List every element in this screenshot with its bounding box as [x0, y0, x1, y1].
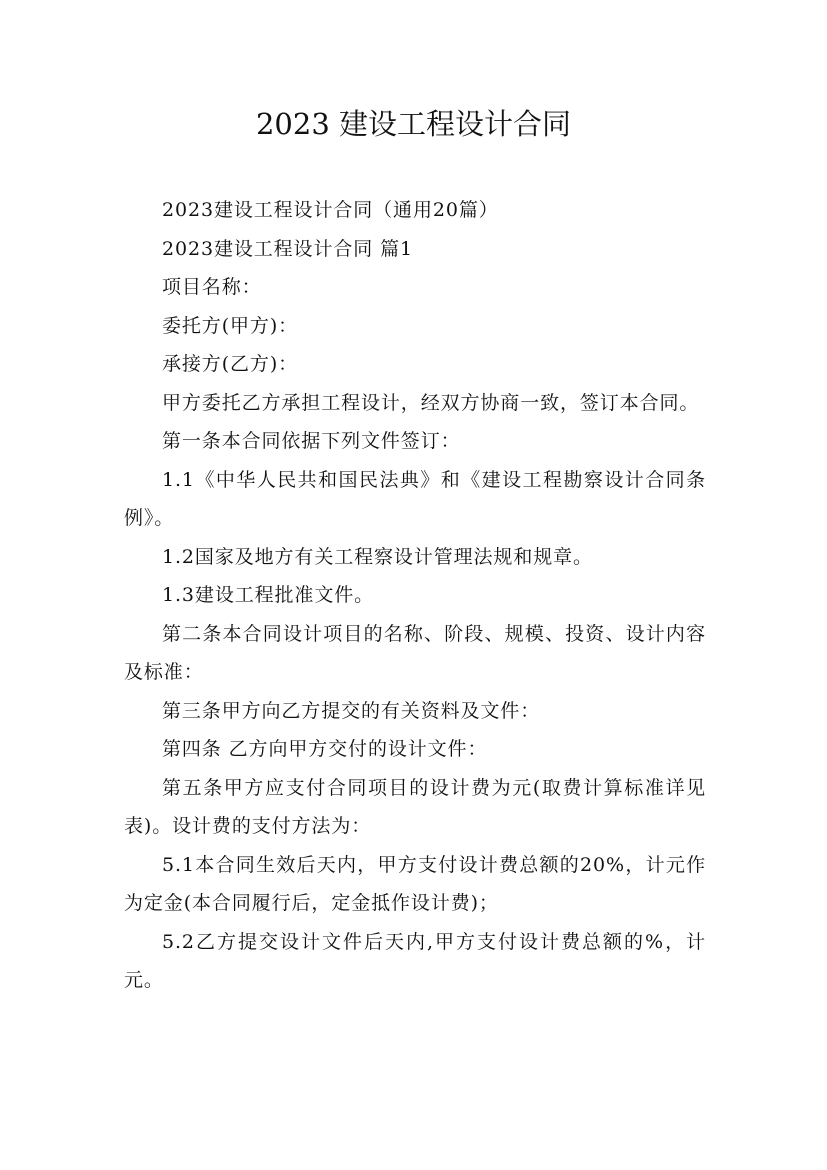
document-body [124, 191, 706, 1000]
paragraph-project-name: 项目名称： [162, 276, 262, 298]
paragraph-preamble: 甲方委托乙方承担工程设计，经双方协商一致，签订本合同。 [162, 391, 700, 414]
paragraph-section-title: 2023建设工程设计合同 篇1 [162, 237, 413, 260]
paragraph-party-a: 委托方(甲方)： [162, 314, 299, 337]
paragraph-heading: 2023建设工程设计合同（通用20篇） [162, 199, 499, 221]
paragraph-article-1: 第一条本合同依据下列文件签订： [162, 430, 461, 452]
paragraph-article-4: 第四条 乙方向甲方交付的设计文件： [162, 738, 488, 760]
paragraph-article-3: 第三条甲方向乙方提交的有关资料及文件： [162, 699, 541, 722]
paragraph-clause-1-2: 1.2国家及地方有关工程察设计管理法规和规章。 [162, 545, 593, 568]
paragraph-clause-1-3: 1.3建设工程批准文件。 [162, 584, 375, 606]
paragraph-clause-5-2: 5.2乙方提交设计文件后天内,甲方支付设计费总额的%，计元。 [124, 930, 706, 991]
paragraph-article-2: 第二条本合同设计项目的名称、阶段、规模、投资、设计内容及标准： [124, 622, 706, 683]
paragraph-clause-1-1: 1.1《中华人民共和国民法典》和《建设工程勘察设计合同条例》。 [124, 468, 706, 529]
paragraph-article-5: 第五条甲方应支付合同项目的设计费为元(取费计算标准详见表)。设计费的支付方法为： [124, 776, 706, 837]
paragraph-party-b: 承接方(乙方)： [162, 353, 299, 375]
document-title: 2023 建设工程设计合同 [255, 107, 572, 141]
paragraph-clause-5-1: 5.1本合同生效后天内，甲方支付设计费总额的20%，计元作为定金(本合同履行后，定金抵作设计费)； [124, 853, 706, 914]
